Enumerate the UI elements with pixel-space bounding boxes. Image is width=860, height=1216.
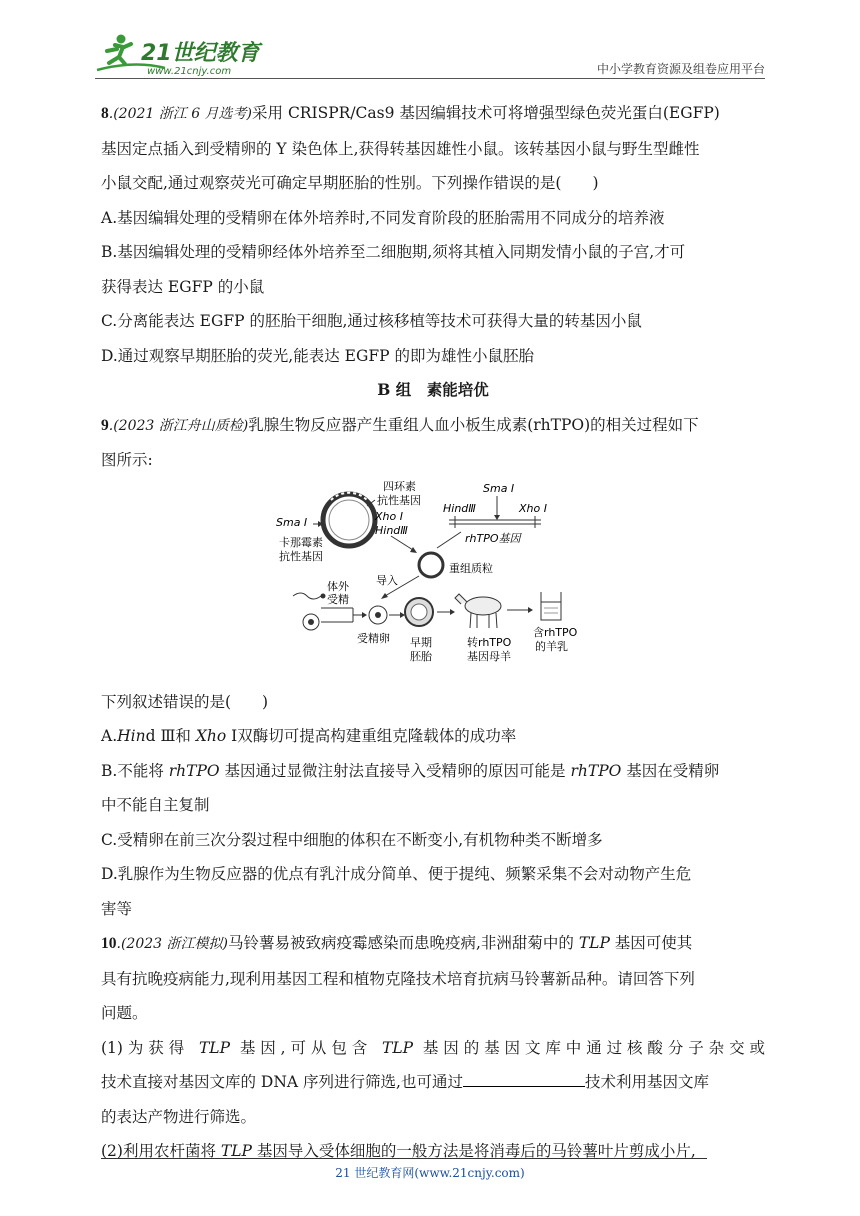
rhtpo-process-diagram: [271, 480, 591, 685]
milk-beaker-icon: [541, 592, 561, 620]
q8-stem-line2: 基因定点插入到受精卵的 Y 染色体上,获得转基因雄性小鼠。该转基因小鼠与野生型雌性: [101, 139, 700, 158]
svg-text:胚胎: 胚胎: [410, 649, 432, 663]
page-footer[interactable]: 21 世纪教育网(www.21cnjy.com): [335, 1166, 525, 1180]
svg-text:HindⅢ: HindⅢ: [443, 501, 476, 515]
q8-option-c: C.分离能表达 EGFP 的胚胎干细胞,通过核移植等技术可获得大量的转基因小鼠: [101, 312, 642, 330]
recombinant-plasmid: [419, 553, 443, 577]
q10-part1-line1: (1)为获得 TLP 基因,可从包含 TLP 基因的基因文库中通过核酸分子杂交或: [101, 1038, 765, 1057]
goat-icon: [455, 594, 501, 628]
site-logo: [95, 30, 275, 78]
q8-option-b-line1: B.基因编辑处理的受精卵经体外培养至二细胞期,须将其植入同期发情小鼠的子宫,才可: [101, 243, 686, 261]
q9-stem-line2: 图所示:: [101, 451, 153, 469]
svg-text:卡那霉素: 卡那霉素: [279, 535, 323, 549]
platform-name: 中小学教育资源及组卷应用平台: [596, 62, 765, 76]
q9-option-b-line1: B.不能将 rhTPO 基因通过显微注射法直接导入受精卵的原因可能是 rhTPO 基因在受精卵: [101, 761, 720, 780]
svg-text:Sma Ⅰ: Sma Ⅰ: [483, 481, 515, 495]
q8-stem-line1: 8.(2021 浙江 6 月选考)采用 CRISPR/Cas9 基因编辑技术可将增强型绿色荧光蛋白(EGFP): [101, 104, 720, 122]
document-body: [101, 96, 765, 1169]
q10-stem-line2: 具有抗晚疫病能力,现利用基因工程和植物克隆技术培育抗病马铃薯新品种。请回答下列: [101, 969, 695, 988]
svg-text:受精: 受精: [327, 592, 349, 606]
svg-text:抗性基因: 抗性基因: [279, 549, 323, 563]
svg-text:转rhTPO: 转rhTPO: [467, 635, 512, 649]
q9-option-d-line2: 害等: [101, 899, 133, 918]
q9-option-c: C.受精卵在前三次分裂过程中细胞的体积在不断变小,有机物种类不断增多: [101, 830, 603, 849]
q9-stem-line1: 9.(2023 浙江舟山质检)乳腺生物反应器产生重组人血小板生成素(rhTPO)的相关过程如下: [101, 415, 699, 434]
q10-part1-line3: 的表达产物进行筛选。: [101, 1107, 257, 1126]
svg-text:导入: 导入: [376, 573, 398, 587]
q9-option-d-line1: D.乳腺作为生物反应器的优点有乳汁成分简单、便于提纯、频繁采集不会对动物产生危: [101, 865, 692, 883]
svg-text:受精卵: 受精卵: [357, 631, 390, 645]
q10-stem-line1: 10.(2023 浙江模拟)马铃薯易被致病疫霉感染而患晚疫病,非洲甜菊中的 TLP 基因可使其: [101, 934, 693, 952]
svg-text:抗性基因: 抗性基因: [377, 493, 421, 507]
svg-text:体外: 体外: [327, 579, 349, 593]
svg-text:www.21cnjy.com: www.21cnjy.com: [147, 66, 232, 77]
q8-option-a: A.基因编辑处理的受精卵在体外培养时,不同发育阶段的胚胎需用不同成分的培养液: [101, 208, 665, 227]
svg-text:重组质粒: 重组质粒: [449, 561, 493, 575]
svg-text:含rhTPO: 含rhTPO: [533, 625, 578, 639]
svg-text:早期: 早期: [410, 635, 432, 649]
footer-divider: [101, 1158, 707, 1159]
svg-text:rhTPO基因: rhTPO基因: [465, 531, 521, 545]
svg-text:基因母羊: 基因母羊: [467, 649, 511, 663]
svg-text:四环素: 四环素: [383, 479, 416, 493]
svg-text:Sma Ⅰ: Sma Ⅰ: [276, 515, 308, 529]
q10-part1-line2: 技术直接对基因文库的 DNA 序列进行筛选,也可通过 技术利用基因文库: [101, 1065, 765, 1100]
svg-text:的羊乳: 的羊乳: [535, 639, 568, 653]
q8-stem-line3: 小鼠交配,通过观察荧光可确定早期胚胎的性别。下列操作错误的是( ): [101, 174, 599, 192]
plasmid-ring: [323, 494, 375, 546]
header-divider: [95, 78, 765, 79]
q10-stem-line3: 问题。: [101, 1004, 148, 1022]
q9-ask: 下列叙述错误的是( ): [101, 692, 269, 711]
q8-option-d: D.通过观察早期胚胎的荧光,能表达 EGFP 的即为雄性小鼠胚胎: [101, 346, 534, 365]
q9-option-b-line2: 中不能自主复制: [101, 796, 210, 814]
page-header: [95, 30, 765, 82]
svg-text:Xho Ⅰ: Xho Ⅰ: [375, 509, 403, 523]
q8-option-b-line2: 获得表达 EGFP 的小鼠: [101, 277, 265, 296]
section-b-title: B 组 素能培优: [377, 380, 489, 399]
svg-text:21世纪教育: 21世纪教育: [141, 41, 260, 66]
q10-part2-line1: (2)利用农杆菌将 TLP 基因导入受体细胞的一般方法是将消毒后的马铃薯叶片剪成小片,: [101, 1142, 696, 1160]
svg-text:Xho Ⅰ: Xho Ⅰ: [519, 501, 547, 515]
svg-text:HindⅢ: HindⅢ: [375, 523, 408, 537]
q9-option-a: A.Hind Ⅲ和 Xho Ⅰ双酶切可提高构建重组克隆载体的成功率: [101, 727, 517, 745]
answer-blank[interactable]: [463, 1068, 585, 1087]
